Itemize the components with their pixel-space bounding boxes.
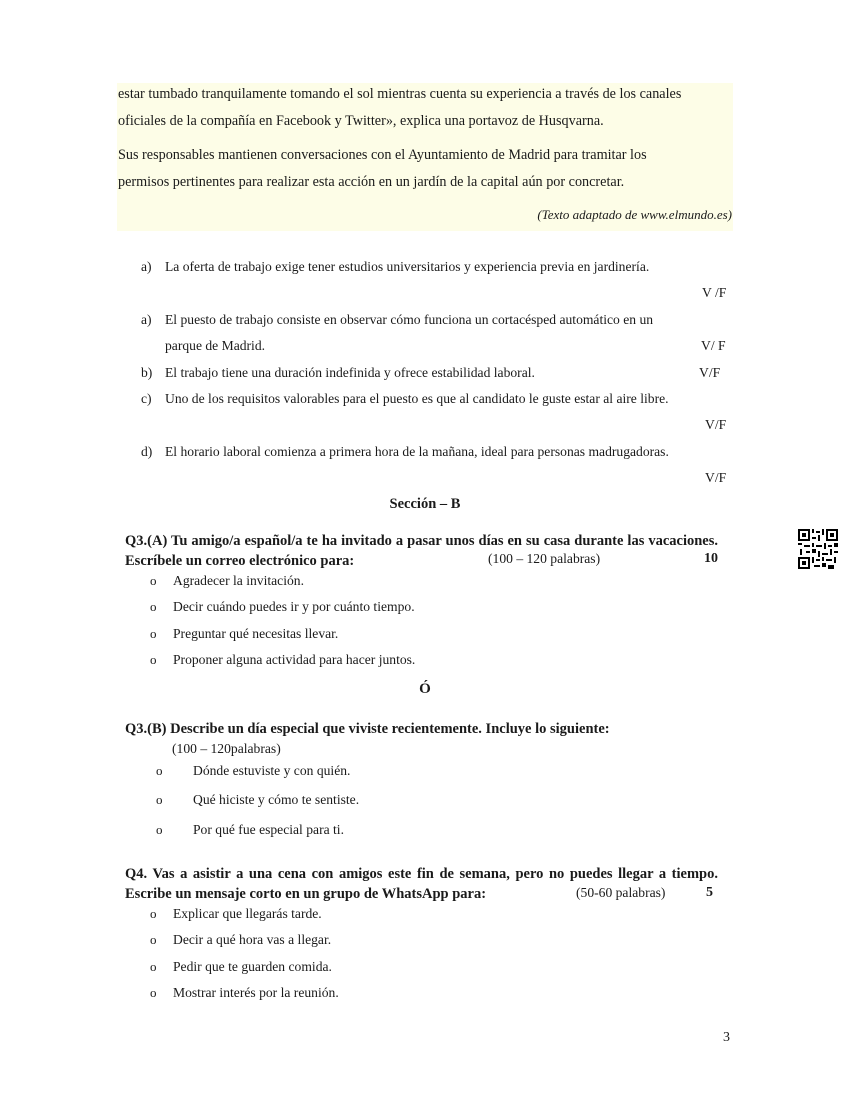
question-q3a	[125, 531, 718, 571]
item-answer-vf: V/ F	[701, 338, 726, 353]
question-marks: 5	[706, 885, 713, 900]
bullet-marker: o	[150, 599, 157, 614]
bullet-item: Explicar que llegarás tarde.	[173, 906, 322, 921]
bullet-marker: o	[150, 626, 157, 641]
question-marks: 10	[704, 551, 718, 566]
item-answer-vf: V/F	[705, 417, 727, 432]
bullet-marker: o	[150, 959, 157, 974]
question-text: Q4. Vas a asistir a una cena con amigos este fin de semana, pero no puedes llegar a tiempo. Escribe un mensaje corto en un grupo de WhatsApp para:	[125, 866, 718, 902]
item-answer-vf: V/F	[705, 470, 727, 485]
bullet-marker: o	[156, 822, 163, 837]
bullet-marker: o	[150, 573, 157, 588]
section-heading: Sección – B	[389, 496, 461, 512]
passage-line: oficiales de la compañía en Facebook y Twitter», explica una portavoz de Husqvarna.	[118, 113, 604, 129]
bullet-marker: o	[150, 906, 157, 921]
bullet-item: Decir cuándo puedes ir y por cuánto tiempo.	[173, 599, 415, 614]
bullet-item: Proponer alguna actividad para hacer juntos.	[173, 652, 416, 667]
passage-source: (Texto adaptado de www.elmundo.es)	[537, 207, 732, 222]
item-letter: a)	[141, 259, 152, 274]
bullet-item: Agradecer la invitación.	[173, 573, 304, 588]
item-statement: El puesto de trabajo consiste en observar cómo funciona un cortacésped automático en un	[165, 312, 654, 327]
bullet-item: Qué hiciste y cómo te sentiste.	[193, 792, 360, 807]
passage-line: Sus responsables mantienen conversaciones con el Ayuntamiento de Madrid para tramitar los	[118, 147, 647, 163]
word-count: (100 – 120 palabras)	[488, 551, 601, 566]
bullet-item: Decir a qué hora vas a llegar.	[173, 932, 332, 947]
item-statement: Uno de los requisitos valorables para el puesto es que al candidato le guste estar al aire libre.	[165, 391, 669, 406]
bullet-item: Pedir que te guarden comida.	[173, 959, 332, 974]
bullet-marker: o	[156, 763, 163, 778]
item-answer-vf: V /F	[702, 285, 727, 300]
item-letter: a)	[141, 312, 152, 327]
item-letter: d)	[141, 444, 153, 459]
word-count: (50-60 palabras)	[576, 885, 666, 900]
item-answer-vf: V/F	[699, 365, 721, 380]
question-q3b	[125, 719, 718, 739]
item-letter: b)	[141, 365, 153, 380]
or-separator: Ó	[419, 681, 431, 697]
question-text: Q3.(B) Describe un día especial que viviste recientemente. Incluye lo siguiente:	[125, 721, 610, 737]
bullet-marker: o	[150, 652, 157, 667]
question-text: Q3.(A) Tu amigo/a español/a te ha invitado a pasar unos días en su casa durante las vacaciones. Escríbele un correo electrónico para:	[125, 533, 718, 569]
bullet-item: Preguntar qué necesitas llevar.	[173, 626, 339, 641]
item-statement: El trabajo tiene una duración indefinida y ofrece estabilidad laboral.	[165, 365, 535, 380]
bullet-marker: o	[156, 792, 163, 807]
bullet-marker: o	[150, 985, 157, 1000]
item-statement: parque de Madrid.	[165, 338, 266, 353]
passage-line: permisos pertinentes para realizar esta acción en un jardín de la capital aún por concretar.	[118, 174, 625, 190]
item-letter: c)	[141, 391, 152, 406]
passage-line: estar tumbado tranquilamente tomando el sol mientras cuenta su experiencia a través de los canales	[118, 86, 682, 102]
word-count: (100 – 120palabras)	[172, 741, 281, 756]
bullet-item: Mostrar interés por la reunión.	[173, 985, 339, 1000]
bullet-item: Dónde estuviste y con quién.	[193, 763, 351, 778]
bullet-marker: o	[150, 932, 157, 947]
item-statement: La oferta de trabajo exige tener estudios universitarios y experiencia previa en jardinería.	[165, 259, 650, 274]
page-number: 3	[723, 1030, 730, 1045]
qr-code-icon	[798, 529, 838, 569]
item-statement: El horario laboral comienza a primera hora de la mañana, ideal para personas madrugadoras.	[165, 444, 669, 459]
bullet-item: Por qué fue especial para ti.	[193, 822, 344, 837]
